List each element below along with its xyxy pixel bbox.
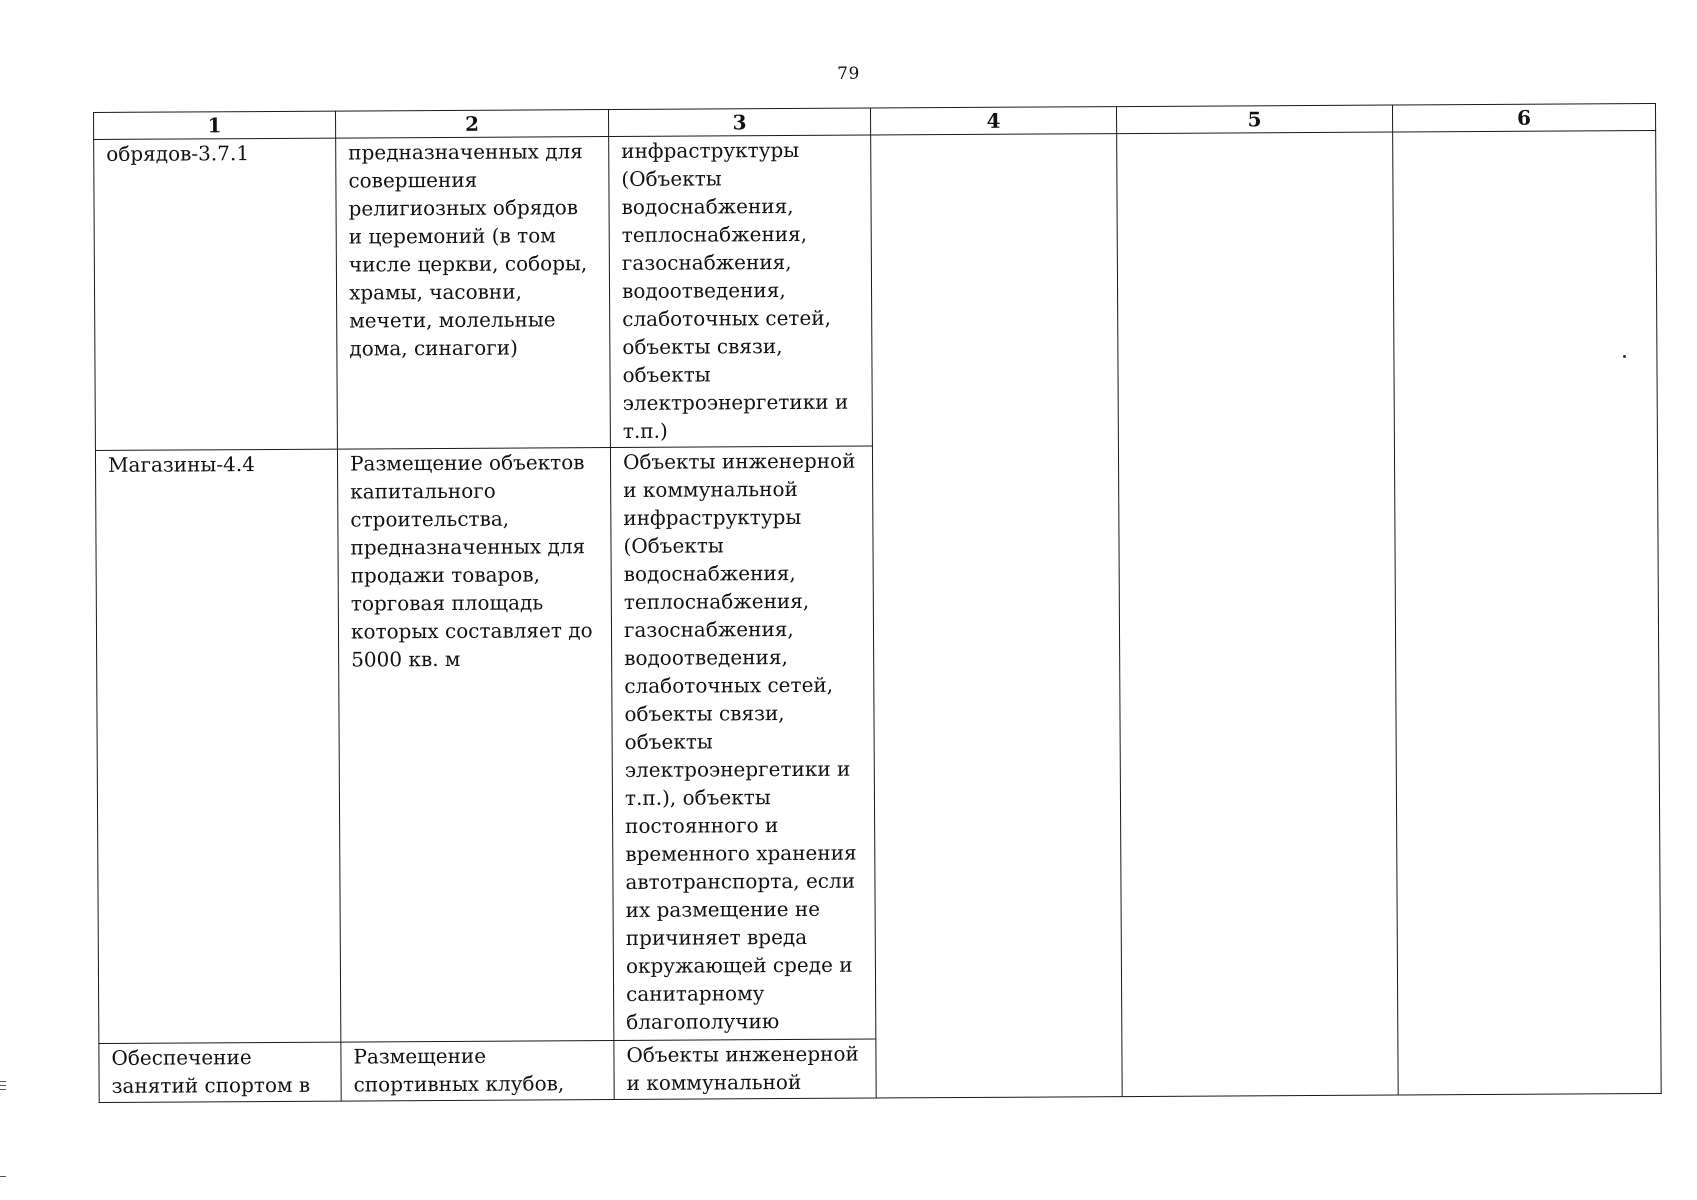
column-header-1: 1 <box>94 111 336 139</box>
column-header-4: 4 <box>870 107 1116 135</box>
column-header-6: 6 <box>1392 104 1655 133</box>
scan-edge-mark <box>0 1085 6 1086</box>
auxiliary-use-cell: Объекты инженерной и коммунальной <box>614 1039 876 1100</box>
auxiliary-use-cell: инфраструктуры (Объекты водоснабжения, теплоснабжения, газоснабжения, водоотведения, слаботочных сетей, объекты связи, объекты электроэнергетики и т.п.) <box>609 135 873 447</box>
use-description-cell: Размещение объектов капитального строительства, предназначенных для продажи товаров, торговая площадь которых составляет до 5000 кв. м <box>337 447 613 1041</box>
column-header-2: 2 <box>335 110 608 139</box>
column-header-5: 5 <box>1116 105 1392 134</box>
scan-edge-mark <box>0 1176 6 1177</box>
empty-cell-col4 <box>871 134 1123 1098</box>
column-header-3: 3 <box>608 108 870 137</box>
land-use-table <box>93 103 1662 1103</box>
scan-edge-mark <box>0 1089 6 1090</box>
scan-speck <box>1623 355 1626 358</box>
use-description-cell: Размещение спортивных клубов, <box>341 1040 614 1101</box>
permitted-use-cell: Обеспечение занятий спортом в <box>99 1042 341 1103</box>
permitted-use-cell: обрядов-3.7.1 <box>94 138 338 450</box>
empty-cell-col5 <box>1117 132 1399 1097</box>
permitted-use-cell: Магазины-4.4 <box>95 449 340 1043</box>
use-description-cell: предназначенных для совершения религиозных обрядов и церемоний (в том числе церкви, соборы, храмы, часовни, мечети, молельные дома, синагоги) <box>336 137 611 449</box>
table-row <box>94 131 1658 451</box>
scan-edge-mark <box>0 1081 6 1082</box>
page-number: 79 <box>837 64 860 84</box>
auxiliary-use-cell: Объекты инженерной и коммунальной инфраструктуры (Объекты водоснабжения, теплоснабжения, газоснабжения, водоотведения, слаботочных сетей, объекты связи, объекты электроэнергетики и т.п.), объекты постоянного и временного хранения автотранспорта, если их размещение не причиняет вреда окружающей среде и санитарному благополучию <box>610 446 875 1040</box>
empty-cell-col6 <box>1393 131 1662 1095</box>
